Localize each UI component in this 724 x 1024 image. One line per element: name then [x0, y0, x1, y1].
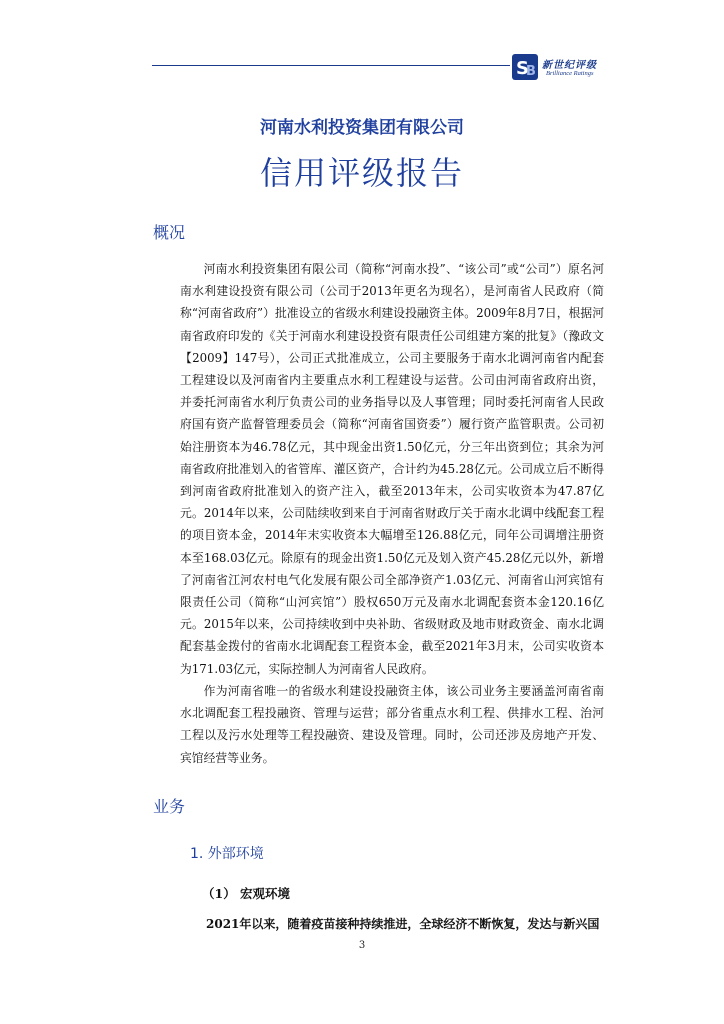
svg-text:S: S	[516, 58, 529, 79]
svg-text:B: B	[526, 64, 536, 79]
overview-paragraph-1: 河南水利投资集团有限公司（简称“河南水投”、“该公司”或“公司”）原名河南水利建设投资有限公司（公司于2013年更名为现名），是河南省人民政府（简称“河南省政府”）批准设立的省级水利建设投融资主体。2009年8月7日，根据河南省政府印发的《关于河南水利建设投资有限责任公司组建方案的批复》（豫政文【2009】147号），公司正式批准成立，公司主要服务于南水北调河南省内配套工程建设以及河南省内主要重点水利工程建设与运营。公司由河南省政府出资，并委托河南省水利厅负责公司的业务指导以及人事管理；同时委托河南省人民政府国有资产监督管理委员会（简称“河南省国资委”）履行资产监管职责。公司初始注册资本为46.78亿元，其中现金出资1.50亿元，分三年出资到位；其余为河南省政府批准划入的省管库、灌区资产，合计约为45.28亿元。公司成立后不断得到河南省政府批准划入的资产注入，截至2013年末，公司实收资本为47.87亿元。2014年以来，公司陆续收到来自于河南省财政厅关于南水北调中线配套工程的项目资本金，2014年末实收资本大幅增至126.88亿元，同年公司调增注册资本至168.03亿元。除原有的现金出资1.50亿元及划入资产45.28亿元以外，新增了河南省江河农村电气化发展有限公司全部净资产1.03亿元、河南省山河宾馆有限责任公司（简称“山河宾馆”）股权650万元及南水北调配套资本金120.16亿元。2015年以来，公司持续收到中央补助、省级财政及地市财政资金、南水北调配套基金拨付的省南水北调配套工程资本金，截至2021年3月末，公司实收资本为171.03亿元，实际控制人为河南省人民政府。	[180, 262, 604, 676]
macro-environment-heading: （1） 宏观环境	[202, 886, 291, 901]
logo-mark-icon	[512, 54, 538, 80]
report-title: 信用评级报告	[259, 154, 464, 192]
logo-chinese-name: 新世纪评级	[542, 60, 597, 71]
external-environment-heading: 1. 外部环境	[190, 846, 264, 862]
overview-paragraph-2: 作为河南省唯一的省级水利建设投融资主体，该公司业务主要涵盖河南省南水北调配套工程投融资、管理与运营；部分省重点水利工程、供排水工程、治河工程以及污水处理等工程投融资、建设及管理。同时，公司还涉及房地产开发、宾馆经营等业务。	[180, 684, 604, 765]
page-number: 3	[358, 940, 366, 951]
logo-english-name: Brilliance Ratings	[546, 70, 594, 77]
overview-heading: 概况	[153, 223, 186, 242]
brand-logo	[512, 54, 602, 84]
macro-lead-text: 2021年以来，随着疫苗接种持续推进，全球经济不断恢复，发达与新兴国	[206, 917, 600, 931]
company-title: 河南水利投资集团有限公司	[260, 118, 464, 138]
business-heading: 业务	[153, 797, 186, 816]
header-rule	[152, 65, 510, 66]
